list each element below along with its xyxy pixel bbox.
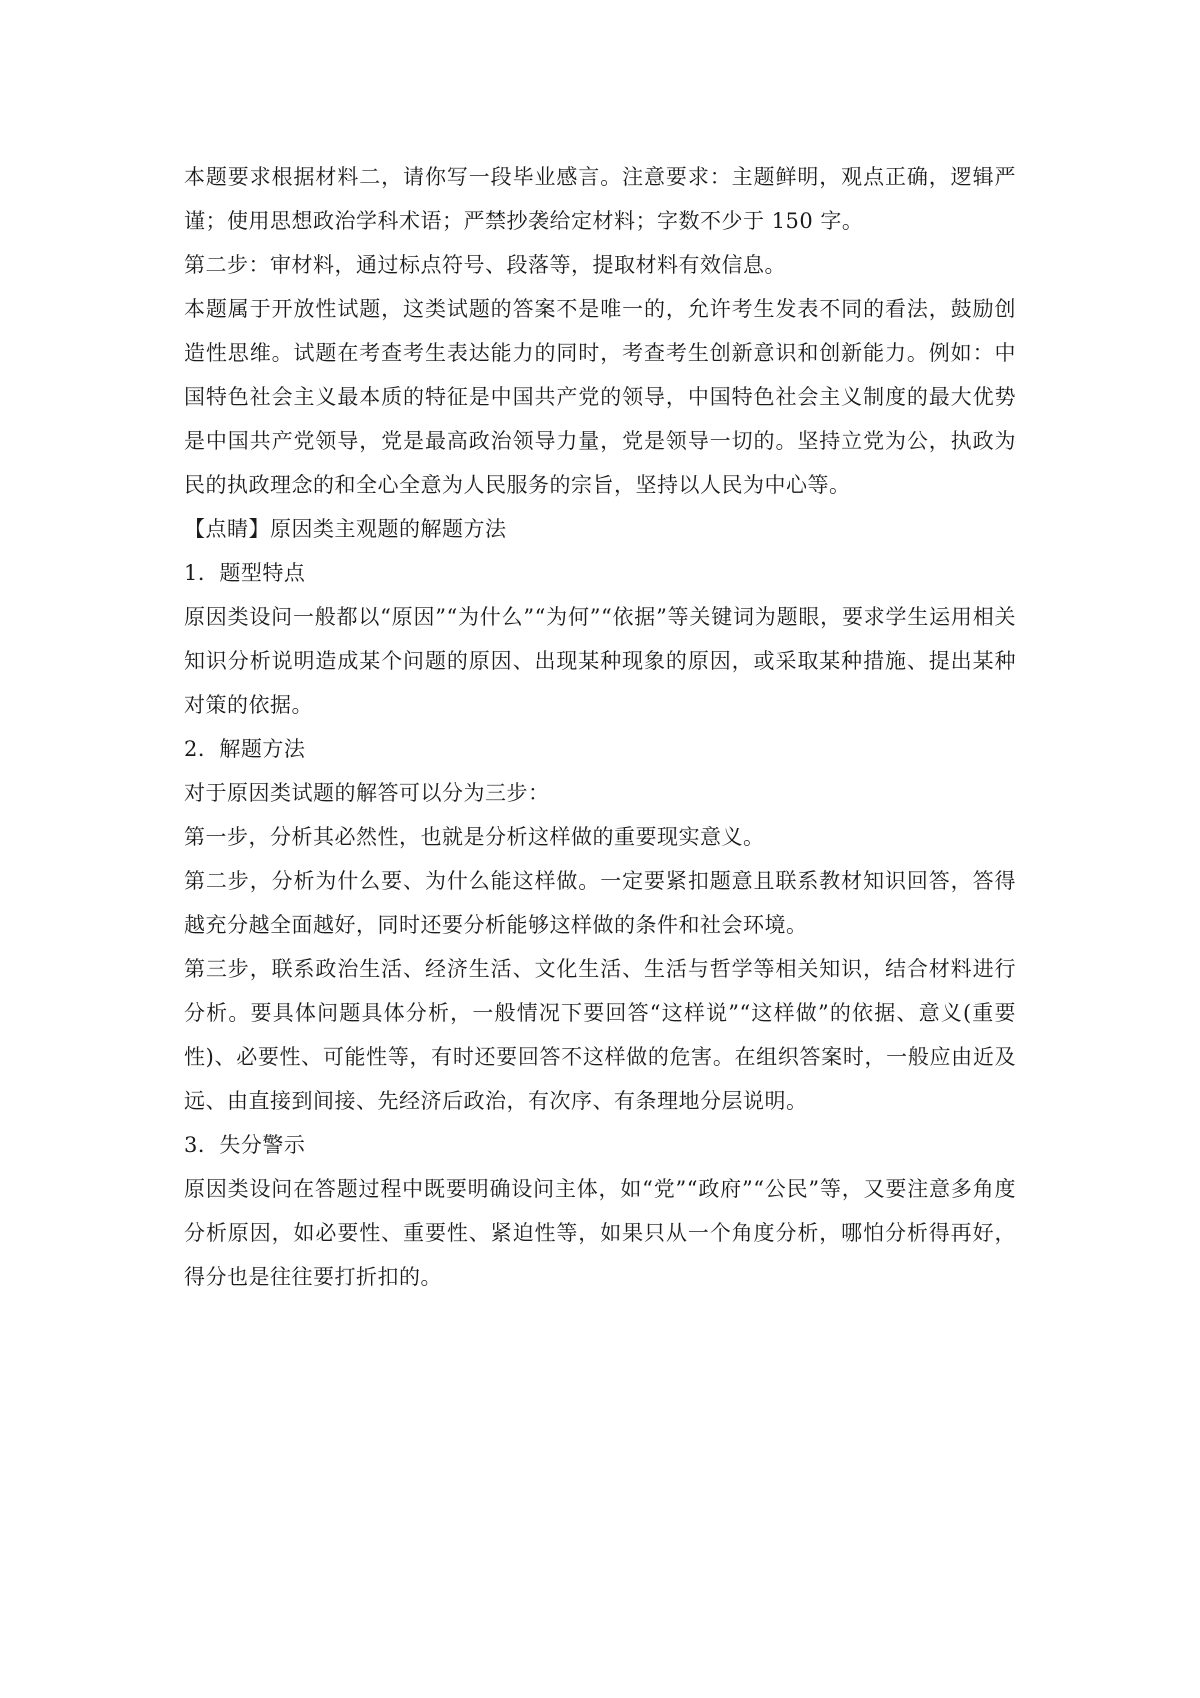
paragraph-open-question: 本题属于开放性试题，这类试题的答案不是唯一的，允许考生发表不同的看法，鼓励创造性思维。试题在考查考生表达能力的同时，考查考生创新意识和创新能力。例如：中国特色社会主义最本质的特征是中国共产党的领导，中国特色社会主义制度的最大优势是中国共产党领导，党是最高政治领导力量，党是领导一切的。坚持立党为公，执政为民的执政理念的和全心全意为人民服务的宗旨，坚持以人民为中心等。 (184, 297, 1016, 497)
paragraph-step-3: 第三步，联系政治生活、经济生活、文化生活、生活与哲学等相关知识，结合材料进行分析。要具体问题具体分析，一般情况下要回答“这样说”“这样做”的依据、意义(重要性)、必要性、可能性等，有时还要回答不这样做的危害。在组织答案时，一般应由近及远、由直接到间接、先经济后政治，有次序、有条理地分层说明。 (184, 957, 1016, 1113)
paragraph-three-steps-intro: 对于原因类试题的解答可以分为三步： (184, 781, 550, 805)
paragraph-step-two: 第二步：审材料，通过标点符号、段落等，提取材料有效信息。 (184, 253, 786, 277)
paragraph-section-3-heading: 3．失分警示 (184, 1133, 306, 1157)
paragraph-question-features: 原因类设问一般都以“原因”“为什么”“为何”“依据”等关键词为题眼，要求学生运用相关知识分析说明造成某个问题的原因、出现某种现象的原因，或采取某种措施、提出某种对策的依据。 (184, 605, 1016, 717)
paragraph-tip-heading: 【点睛】原因类主观题的解题方法 (184, 517, 507, 541)
paragraph-step-1: 第一步，分析其必然性，也就是分析这样做的重要现实意义。 (184, 825, 765, 849)
paragraph-task-requirement: 本题要求根据材料二，请你写一段毕业感言。注意要求：主题鲜明，观点正确，逻辑严谨；使用思想政治学科术语；严禁抄袭给定材料；字数不少于 150 字。 (184, 165, 1016, 233)
paragraph-section-2-heading: 2．解题方法 (184, 737, 306, 761)
paragraph-point-loss-warning: 原因类设问在答题过程中既要明确设问主体，如“党”“政府”“公民”等，又要注意多角度分析原因，如必要性、重要性、紧迫性等，如果只从一个角度分析，哪怕分析得再好，得分也是往往要打折扣的。 (184, 1177, 1016, 1289)
paragraph-section-1-heading: 1．题型特点 (184, 561, 306, 585)
paragraph-step-2: 第二步，分析为什么要、为什么能这样做。一定要紧扣题意且联系教材知识回答，答得越充分越全面越好，同时还要分析能够这样做的条件和社会环境。 (184, 869, 1016, 937)
document-body (184, 155, 1016, 1299)
